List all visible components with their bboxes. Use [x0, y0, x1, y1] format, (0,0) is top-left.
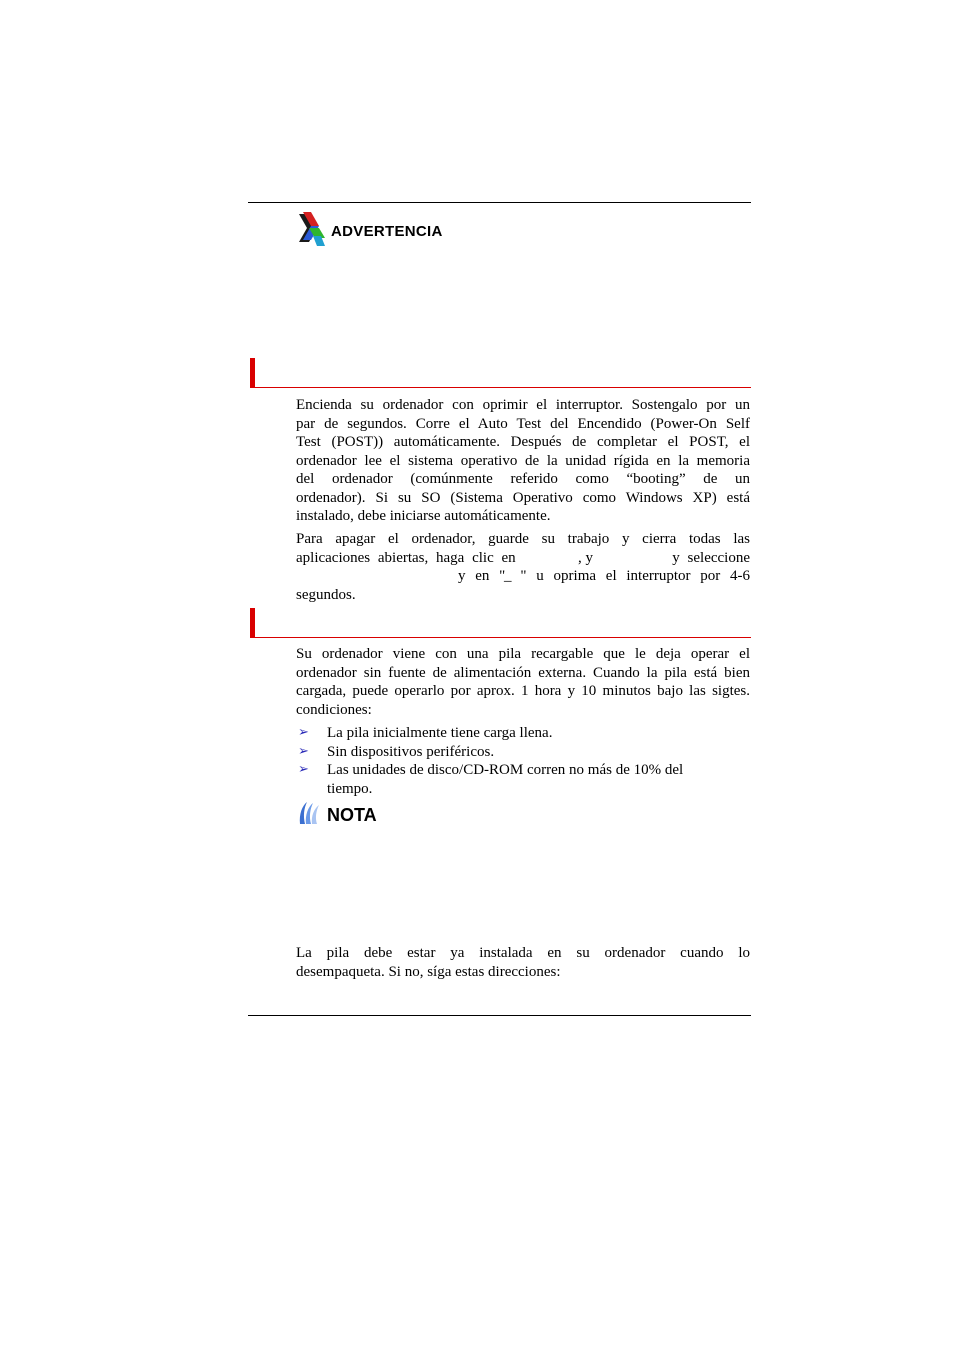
- section-marker: [250, 608, 255, 638]
- battery-conditions-list: [296, 724, 750, 798]
- text-line: segundos.: [296, 586, 356, 603]
- text-fragment: y seleccione: [672, 549, 750, 566]
- battery-paragraph: [296, 645, 750, 719]
- list-item-text: La pila inicialmente tiene carga llena.: [327, 725, 553, 741]
- text-line: desempaqueta. Si no, síga estas direcciones:: [296, 963, 561, 980]
- text-line: [296, 549, 750, 568]
- note-swoosh-icon: [297, 800, 323, 831]
- text-fragment: _: [504, 568, 512, 584]
- text-line: cargada, puede operarlo por aprox. 1 hora y 10 minutos bajo las sigtes.: [296, 683, 750, 699]
- section-marker: [250, 358, 255, 388]
- text-line: ordenador sin fuente de alimentación externa. Cuando la pila está bien: [296, 664, 750, 681]
- shutdown-paragraph: [296, 530, 750, 604]
- section-header-battery: [248, 608, 751, 638]
- list-item-text: Sin dispositivos periféricos.: [327, 743, 495, 760]
- note-label: NOTA: [327, 805, 377, 825]
- warning-arrows-icon: [297, 210, 327, 253]
- text-line: ordenador lee el sistema operativo de la unidad rígida en la memoria: [296, 452, 750, 469]
- text-fragment: y en ": [458, 568, 506, 584]
- text-fragment: aplicaciones abiertas, haga clic en: [296, 549, 516, 566]
- note-callout: [297, 800, 377, 831]
- list-item-text: Las unidades de disco/CD-ROM corren no más de 10% del tiempo.: [327, 762, 684, 797]
- list-item: [296, 724, 750, 743]
- text-line: del ordenador (comúnmente referido como “booting” de un: [296, 471, 750, 487]
- warning-label: ADVERTENCIA: [331, 223, 443, 240]
- text-line: par de segundos. Corre el Auto Test del Encendido (Power-On Self: [296, 415, 750, 432]
- text-line: ordenador). Si su SO (Sistema Operativo como Windows XP) está: [296, 489, 750, 506]
- bottom-rule: [248, 1015, 751, 1016]
- text-line: instalado, debe iniciarse automáticamente.: [296, 508, 551, 524]
- arrow-bullet-icon: ➢: [298, 725, 309, 740]
- top-rule: [248, 202, 751, 203]
- text-line: Test (POST)) automáticamente. Después de completar el POST, el: [296, 434, 750, 450]
- text-line: La pila debe estar ya instalada en su ordenador cuando lo: [296, 945, 750, 961]
- text-fragment: " u oprima el interruptor por 4-6: [520, 568, 750, 584]
- text-line: Su ordenador viene con una pila recargable que le deja operar el: [296, 646, 750, 662]
- list-item: [296, 743, 750, 762]
- section-header-startup: [248, 358, 751, 388]
- text-line: Para apagar el ordenador, guarde su trabajo y cierra todas las: [296, 531, 750, 547]
- text-line: condiciones:: [296, 701, 372, 718]
- startup-paragraph: [296, 396, 750, 526]
- text-fragment: , y: [578, 549, 593, 566]
- list-item: [296, 761, 750, 798]
- section-underline: [250, 637, 751, 638]
- install-paragraph: [296, 944, 750, 981]
- text-line: Encienda su ordenador con oprimir el interruptor. Sostengalo por un: [296, 397, 750, 413]
- warning-callout: [297, 210, 443, 253]
- arrow-bullet-icon: ➢: [298, 762, 309, 777]
- text-line: [296, 567, 750, 586]
- arrow-bullet-icon: ➢: [298, 743, 309, 759]
- section-underline: [250, 387, 751, 388]
